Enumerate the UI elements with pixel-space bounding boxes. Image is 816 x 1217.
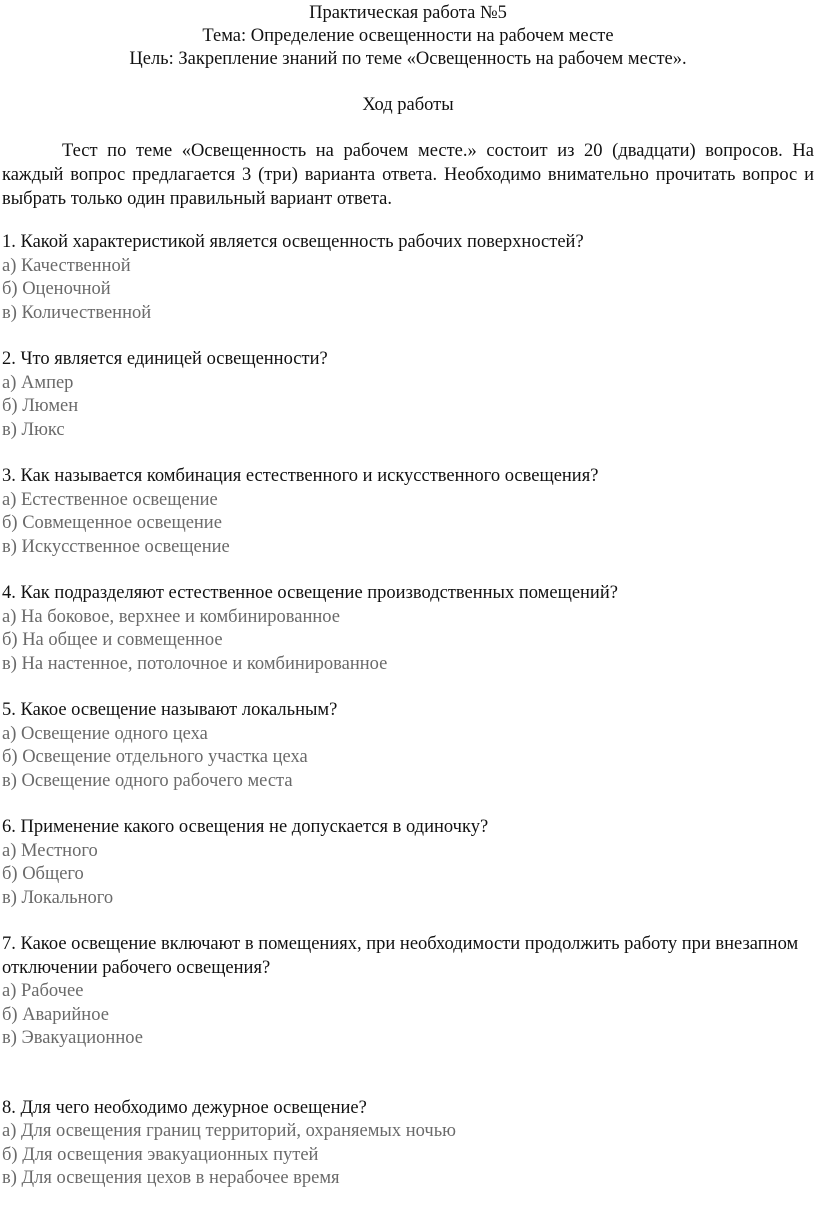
answer-option-a: а) Местного bbox=[2, 840, 98, 861]
question-3 bbox=[2, 465, 814, 559]
answer-option-c: в) Количественной bbox=[2, 302, 152, 323]
question-text: 6. Применение какого освещения не допускается в одиночку? bbox=[2, 817, 489, 837]
question-text: 3. Как называется комбинация естественного и искусственного освещения? bbox=[2, 466, 599, 486]
question-8 bbox=[2, 1097, 814, 1191]
answer-option-b: б) Люмен bbox=[2, 396, 79, 416]
answer-option-a: а) Качественной bbox=[2, 255, 131, 276]
answer-option-b: б) На общее и совмещенное bbox=[2, 630, 223, 650]
answer-option-a: а) Ампер bbox=[2, 372, 74, 393]
answer-option-c: в) Искусственное освещение bbox=[2, 536, 230, 557]
answer-option-b: б) Для освещения эвакуационных путей bbox=[2, 1144, 319, 1165]
answer-option-a: а) На боковое, верхнее и комбинированное bbox=[2, 606, 340, 627]
answer-option-a: а) Естественное освещение bbox=[2, 489, 218, 510]
answer-option-c: в) Эвакуационное bbox=[2, 1028, 143, 1048]
answer-option-c: в) Локального bbox=[2, 887, 114, 908]
question-text: 7. Какое освещение включают в помещениях, при необходимости продолжить работу при внезапном отключении рабочего освещения? bbox=[2, 934, 799, 978]
answer-option-c: в) На настенное, потолочное и комбинированное bbox=[2, 653, 388, 674]
document-goal: Цель: Закрепление знаний по теме «Освещенность на рабочем месте». bbox=[129, 49, 687, 69]
question-text: 2. Что является единицей освещенности? bbox=[2, 349, 328, 369]
answer-option-b: б) Освещение отдельного участка цеха bbox=[2, 747, 308, 767]
answer-option-b: б) Аварийное bbox=[2, 1004, 109, 1025]
question-4 bbox=[2, 582, 814, 676]
answer-option-b: б) Оценочной bbox=[2, 279, 111, 299]
question-text: 4. Как подразделяют естественное освещение производственных помещений? bbox=[2, 583, 618, 603]
question-2 bbox=[2, 348, 814, 442]
workflow-heading: Ход работы bbox=[362, 95, 454, 115]
answer-option-c: в) Для освещения цехов в нерабочее время bbox=[2, 1168, 340, 1188]
answer-option-a: а) Для освещения границ территорий, охраняемых ночью bbox=[2, 1121, 456, 1141]
question-7 bbox=[2, 933, 814, 1051]
question-5 bbox=[2, 699, 814, 793]
question-6 bbox=[2, 816, 814, 910]
document-topic: Тема: Определение освещенности на рабочем месте bbox=[202, 26, 614, 46]
answer-option-c: в) Люкс bbox=[2, 419, 65, 440]
question-list bbox=[2, 231, 814, 1191]
question-1 bbox=[2, 231, 814, 325]
question-text: 1. Какой характеристикой является освещенность рабочих поверхностей? bbox=[2, 232, 584, 252]
answer-option-a: а) Освещение одного цеха bbox=[2, 723, 208, 744]
answer-option-b: б) Общего bbox=[2, 864, 84, 884]
intro-paragraph: Тест по теме «Освещенность на рабочем месте.» состоит из 20 (двадцати) вопросов. На каждый вопрос предлагается 3 (три) варианта ответа. Необходимо внимательно прочитать вопрос и выбрать только один правильный вариант ответа. bbox=[2, 141, 814, 209]
document-title: Практическая работа №5 bbox=[309, 3, 507, 23]
question-text: 8. Для чего необходимо дежурное освещение? bbox=[2, 1097, 367, 1118]
answer-option-c: в) Освещение одного рабочего места bbox=[2, 770, 293, 791]
document-header bbox=[2, 0, 814, 71]
answer-option-b: б) Совмещенное освещение bbox=[2, 513, 222, 533]
question-text: 5. Какое освещение называют локальным? bbox=[2, 700, 338, 720]
answer-option-a: а) Рабочее bbox=[2, 981, 84, 1001]
